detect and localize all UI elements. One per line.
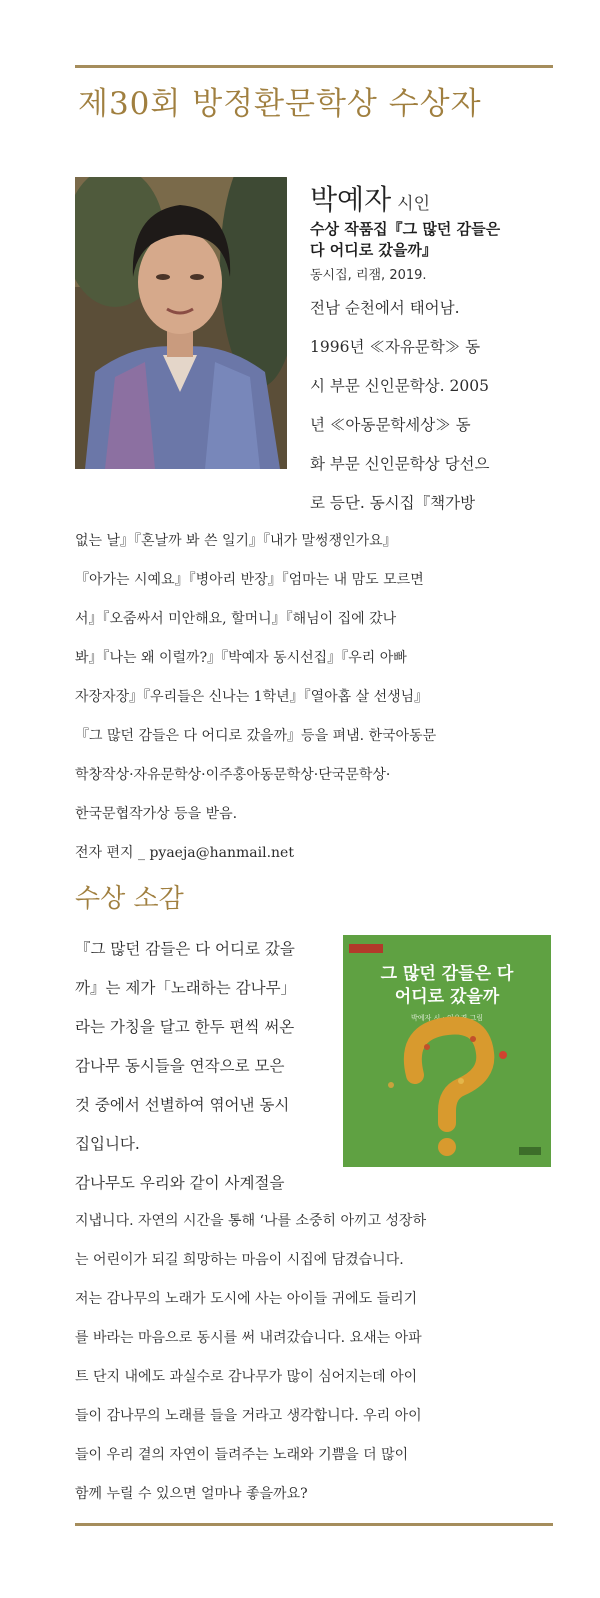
speech-line: 저는 감나무의 노래가 도시에 사는 아이들 귀에도 들리기: [75, 1291, 418, 1307]
bio-line: 자장자장』『우리들은 신나는 1학년』『열아홉 살 선생님』: [75, 689, 429, 705]
speech-line: 까』는 제가「노래하는 감나무」: [75, 979, 297, 997]
bio-line: 『그 많던 감들은 다 어디로 갔을까』등을 펴냄. 한국아동문: [75, 728, 437, 744]
bio-line: 전남 순천에서 태어남.: [310, 299, 460, 317]
speech-line: 『그 많던 감들은 다 어디로 갔을: [75, 940, 295, 958]
speech-line: 것 중에서 선별하여 엮어낸 동시: [75, 1096, 290, 1114]
email-line: 전자 편지 _ pyaeja@hanmail.net: [75, 845, 294, 861]
bio-line: 1996년 ≪자유문학≫ 동: [310, 338, 481, 356]
bio-line: 『아가는 시예요』『병아리 반장』『엄마는 내 맘도 모르면: [75, 572, 424, 588]
bottom-rule: [75, 1523, 553, 1526]
speech-line: 트 단지 내에도 과실수로 감나무가 많이 심어지는데 아이: [75, 1369, 418, 1385]
speech-line: 감나무 동시들을 연작으로 모은: [75, 1057, 285, 1075]
bio-line: 로 등단. 동시집『책가방: [310, 494, 476, 512]
speech-line: 집입니다.: [75, 1135, 140, 1153]
section-heading: 수상 소감: [75, 884, 184, 914]
bio-line: 봐』『나는 왜 이럴까?』『박예자 동시선집』『우리 아빠: [75, 650, 407, 666]
speech-line: 는 어린이가 되길 희망하는 마음이 시집에 담겼습니다.: [75, 1252, 404, 1268]
award-work: [310, 219, 550, 261]
author-heading: [310, 178, 430, 218]
bio-line: 서』『오줌싸서 미안해요, 할머니』『해님이 집에 갔나: [75, 611, 397, 627]
book-title-line: 어디로 갔을까: [394, 987, 500, 1007]
author-name: 박예자: [310, 183, 392, 216]
publication-info: 동시집, 리잼, 2019.: [310, 268, 427, 283]
book-title-line: 그 많던 감들은 다: [380, 964, 514, 984]
speech-line: 라는 가칭을 달고 한두 편씩 써온: [75, 1018, 295, 1036]
speech-line: 감나무도 우리와 같이 사계절을: [75, 1174, 285, 1192]
speech-line: 들이 감나무의 노래를 들을 거라고 생각합니다. 우리 아이: [75, 1408, 422, 1424]
book-cover: [343, 935, 551, 1167]
bio-line: 학창작상·자유문학상·이주홍아동문학상·단국문학상·: [75, 767, 391, 783]
book-author: 박예자 시 · 임오경 그림: [411, 1014, 483, 1022]
speech-line: 지냅니다. 자연의 시간을 통해 ‘나를 소중히 아끼고 성장하: [75, 1213, 427, 1229]
bio-line: 한국문협작가상 등을 받음.: [75, 806, 238, 822]
speech-line: 들이 우리 곁의 자연이 들려주는 노래와 기쁨을 더 많이: [75, 1447, 409, 1463]
speech-line: 를 바라는 마음으로 동시를 써 내려갔습니다. 요새는 아파: [75, 1330, 422, 1346]
author-photo: [75, 177, 287, 469]
bio-line: 년 ≪아동문학세상≫ 동: [310, 416, 471, 434]
bio-line: 화 부문 신인문학상 당선으: [310, 455, 490, 473]
book-tag: [349, 944, 383, 953]
bio-line: 시 부문 신인문학상. 2005: [310, 377, 489, 395]
award-work-line: 다 어디로 갔을까』: [310, 241, 437, 259]
top-rule: [75, 65, 553, 68]
speech-line: 함께 누릴 수 있으면 얼마나 좋을까요?: [75, 1486, 308, 1502]
bio-line: 없는 날』『혼날까 봐 쓴 일기』『내가 말썽쟁인가요』: [75, 533, 397, 549]
page-title: 제30회 방정환문학상 수상자: [78, 86, 482, 122]
award-work-line: 수상 작품집『그 많던 감들은: [310, 220, 501, 238]
author-role: 시인: [397, 194, 431, 214]
